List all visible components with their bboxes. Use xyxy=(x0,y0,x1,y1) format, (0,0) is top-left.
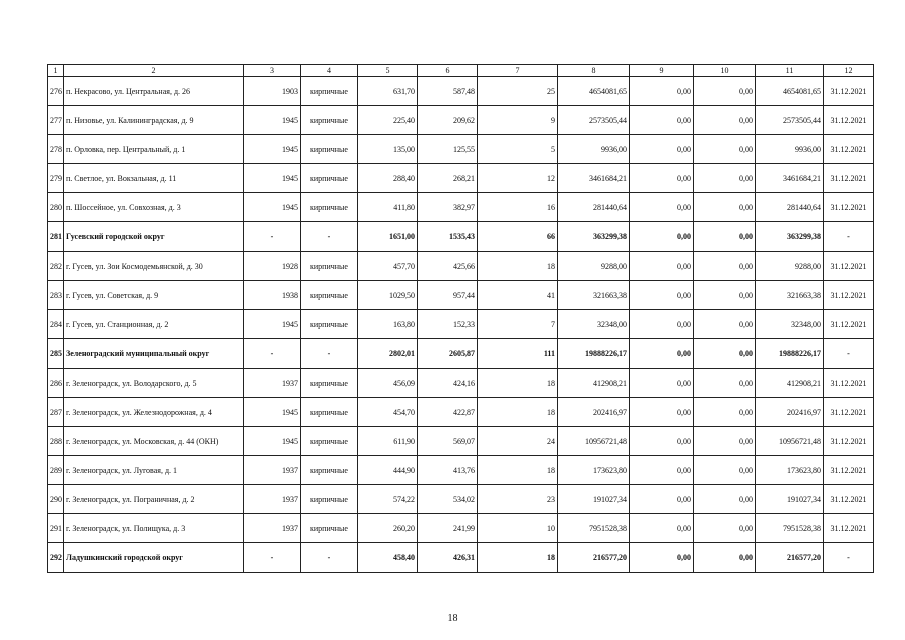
row-number-cell: 289 xyxy=(48,456,64,485)
regional-funds-cell: 0,00 xyxy=(630,369,694,398)
address-cell: г. Зеленоградск, ул. Пограничная, д. 2 xyxy=(64,485,244,514)
owner-funds-cell: 202416,97 xyxy=(756,398,824,427)
year-built-cell: 1928 xyxy=(244,252,301,281)
year-built-cell: 1945 xyxy=(244,427,301,456)
wall-material-cell: кирпичные xyxy=(301,369,358,398)
subtotal-row xyxy=(48,222,874,252)
wall-material-cell: - xyxy=(301,339,358,369)
year-built-cell: 1937 xyxy=(244,456,301,485)
deadline-date-cell: 31.12.2021 xyxy=(824,281,874,310)
year-built-cell: 1945 xyxy=(244,135,301,164)
total-area-cell: 411,80 xyxy=(358,193,418,222)
row-number-cell: 286 xyxy=(48,369,64,398)
total-cost-cell: 173623,80 xyxy=(558,456,630,485)
deadline-date-cell: 31.12.2021 xyxy=(824,310,874,339)
total-cost-cell: 321663,38 xyxy=(558,281,630,310)
total-cost-cell: 202416,97 xyxy=(558,398,630,427)
total-area-cell: 2802,01 xyxy=(358,339,418,369)
local-funds-cell: 0,00 xyxy=(694,427,756,456)
deadline-date-cell: 31.12.2021 xyxy=(824,252,874,281)
regional-funds-cell: 0,00 xyxy=(630,543,694,573)
living-area-cell: 413,76 xyxy=(418,456,478,485)
living-area-cell: 957,44 xyxy=(418,281,478,310)
residents-count-cell: 7 xyxy=(478,310,558,339)
living-area-cell: 1535,43 xyxy=(418,222,478,252)
regional-funds-cell: 0,00 xyxy=(630,135,694,164)
regional-funds-cell: 0,00 xyxy=(630,193,694,222)
living-area-cell: 424,16 xyxy=(418,369,478,398)
year-built-cell: 1945 xyxy=(244,164,301,193)
regional-funds-cell: 0,00 xyxy=(630,310,694,339)
table-row xyxy=(48,427,874,456)
deadline-date-cell: - xyxy=(824,543,874,573)
table-row xyxy=(48,485,874,514)
living-area-cell: 382,97 xyxy=(418,193,478,222)
total-cost-cell: 412908,21 xyxy=(558,369,630,398)
residents-count-cell: 18 xyxy=(478,543,558,573)
column-number: 12 xyxy=(824,65,874,77)
row-number-cell: 287 xyxy=(48,398,64,427)
deadline-date-cell: 31.12.2021 xyxy=(824,135,874,164)
local-funds-cell: 0,00 xyxy=(694,164,756,193)
year-built-cell: - xyxy=(244,222,301,252)
regional-funds-cell: 0,00 xyxy=(630,514,694,543)
address-cell: п. Светлое, ул. Вокзальная, д. 11 xyxy=(64,164,244,193)
deadline-date-cell: 31.12.2021 xyxy=(824,106,874,135)
deadline-date-cell: - xyxy=(824,222,874,252)
local-funds-cell: 0,00 xyxy=(694,77,756,106)
living-area-cell: 125,55 xyxy=(418,135,478,164)
living-area-cell: 241,99 xyxy=(418,514,478,543)
column-number: 7 xyxy=(478,65,558,77)
regional-funds-cell: 0,00 xyxy=(630,77,694,106)
living-area-cell: 152,33 xyxy=(418,310,478,339)
owner-funds-cell: 412908,21 xyxy=(756,369,824,398)
local-funds-cell: 0,00 xyxy=(694,456,756,485)
living-area-cell: 422,87 xyxy=(418,398,478,427)
total-area-cell: 456,09 xyxy=(358,369,418,398)
total-area-cell: 1029,50 xyxy=(358,281,418,310)
total-cost-cell: 2573505,44 xyxy=(558,106,630,135)
address-cell: г. Гусев, ул. Станционная, д. 2 xyxy=(64,310,244,339)
living-area-cell: 209,62 xyxy=(418,106,478,135)
address-cell: п. Шоссейное, ул. Совхозная, д. 3 xyxy=(64,193,244,222)
local-funds-cell: 0,00 xyxy=(694,222,756,252)
wall-material-cell: кирпичные xyxy=(301,252,358,281)
wall-material-cell: кирпичные xyxy=(301,427,358,456)
local-funds-cell: 0,00 xyxy=(694,485,756,514)
address-cell: г. Гусев, ул. Советская, д. 9 xyxy=(64,281,244,310)
deadline-date-cell: 31.12.2021 xyxy=(824,77,874,106)
owner-funds-cell: 7951528,38 xyxy=(756,514,824,543)
residents-count-cell: 18 xyxy=(478,252,558,281)
residents-count-cell: 18 xyxy=(478,456,558,485)
subtotal-row xyxy=(48,543,874,573)
owner-funds-cell: 32348,00 xyxy=(756,310,824,339)
table-body xyxy=(48,65,874,573)
year-built-cell: - xyxy=(244,339,301,369)
total-cost-cell: 9936,00 xyxy=(558,135,630,164)
row-number-cell: 277 xyxy=(48,106,64,135)
wall-material-cell: кирпичные xyxy=(301,193,358,222)
year-built-cell: 1938 xyxy=(244,281,301,310)
column-number: 5 xyxy=(358,65,418,77)
row-number-cell: 280 xyxy=(48,193,64,222)
address-cell: г. Зеленоградск, ул. Железнодорожная, д. 4 xyxy=(64,398,244,427)
deadline-date-cell: - xyxy=(824,339,874,369)
living-area-cell: 268,21 xyxy=(418,164,478,193)
total-area-cell: 135,00 xyxy=(358,135,418,164)
total-cost-cell: 281440,64 xyxy=(558,193,630,222)
year-built-cell: 1945 xyxy=(244,106,301,135)
living-area-cell: 534,02 xyxy=(418,485,478,514)
table-row xyxy=(48,164,874,193)
address-cell: г. Зеленоградск, ул. Московская, д. 44 (ОКН) xyxy=(64,427,244,456)
column-number: 6 xyxy=(418,65,478,77)
total-area-cell: 454,70 xyxy=(358,398,418,427)
year-built-cell: 1903 xyxy=(244,77,301,106)
wall-material-cell: кирпичные xyxy=(301,456,358,485)
table-row xyxy=(48,398,874,427)
owner-funds-cell: 19888226,17 xyxy=(756,339,824,369)
address-cell: Зеленоградский муниципальный округ xyxy=(64,339,244,369)
residents-count-cell: 111 xyxy=(478,339,558,369)
address-cell: г. Зеленоградск, ул. Володарского, д. 5 xyxy=(64,369,244,398)
column-number: 2 xyxy=(64,65,244,77)
column-number-row xyxy=(48,65,874,77)
row-number-cell: 285 xyxy=(48,339,64,369)
total-area-cell: 631,70 xyxy=(358,77,418,106)
deadline-date-cell: 31.12.2021 xyxy=(824,456,874,485)
residents-count-cell: 18 xyxy=(478,398,558,427)
register-table xyxy=(47,64,874,573)
total-area-cell: 1651,00 xyxy=(358,222,418,252)
owner-funds-cell: 321663,38 xyxy=(756,281,824,310)
address-cell: п. Низовье, ул. Калининградская, д. 9 xyxy=(64,106,244,135)
residents-count-cell: 23 xyxy=(478,485,558,514)
column-number: 4 xyxy=(301,65,358,77)
column-number: 10 xyxy=(694,65,756,77)
owner-funds-cell: 9288,00 xyxy=(756,252,824,281)
wall-material-cell: - xyxy=(301,222,358,252)
regional-funds-cell: 0,00 xyxy=(630,222,694,252)
local-funds-cell: 0,00 xyxy=(694,252,756,281)
year-built-cell: 1945 xyxy=(244,193,301,222)
living-area-cell: 426,31 xyxy=(418,543,478,573)
regional-funds-cell: 0,00 xyxy=(630,164,694,193)
total-area-cell: 458,40 xyxy=(358,543,418,573)
wall-material-cell: кирпичные xyxy=(301,77,358,106)
total-area-cell: 444,90 xyxy=(358,456,418,485)
residents-count-cell: 25 xyxy=(478,77,558,106)
total-cost-cell: 9288,00 xyxy=(558,252,630,281)
total-area-cell: 225,40 xyxy=(358,106,418,135)
total-area-cell: 574,22 xyxy=(358,485,418,514)
row-number-cell: 288 xyxy=(48,427,64,456)
column-number: 9 xyxy=(630,65,694,77)
owner-funds-cell: 216577,20 xyxy=(756,543,824,573)
total-area-cell: 163,80 xyxy=(358,310,418,339)
regional-funds-cell: 0,00 xyxy=(630,106,694,135)
column-number: 11 xyxy=(756,65,824,77)
residents-count-cell: 24 xyxy=(478,427,558,456)
subtotal-row xyxy=(48,339,874,369)
row-number-cell: 279 xyxy=(48,164,64,193)
owner-funds-cell: 9936,00 xyxy=(756,135,824,164)
living-area-cell: 569,07 xyxy=(418,427,478,456)
column-number: 1 xyxy=(48,65,64,77)
total-cost-cell: 363299,38 xyxy=(558,222,630,252)
owner-funds-cell: 173623,80 xyxy=(756,456,824,485)
wall-material-cell: кирпичные xyxy=(301,164,358,193)
address-cell: Гусевский городской округ xyxy=(64,222,244,252)
local-funds-cell: 0,00 xyxy=(694,369,756,398)
owner-funds-cell: 10956721,48 xyxy=(756,427,824,456)
year-built-cell: 1945 xyxy=(244,310,301,339)
regional-funds-cell: 0,00 xyxy=(630,427,694,456)
local-funds-cell: 0,00 xyxy=(694,106,756,135)
residents-count-cell: 10 xyxy=(478,514,558,543)
total-cost-cell: 4654081,65 xyxy=(558,77,630,106)
row-number-cell: 283 xyxy=(48,281,64,310)
owner-funds-cell: 3461684,21 xyxy=(756,164,824,193)
table-row xyxy=(48,514,874,543)
row-number-cell: 292 xyxy=(48,543,64,573)
address-cell: п. Некрасово, ул. Центральная, д. 26 xyxy=(64,77,244,106)
row-number-cell: 284 xyxy=(48,310,64,339)
living-area-cell: 425,66 xyxy=(418,252,478,281)
total-area-cell: 288,40 xyxy=(358,164,418,193)
column-number: 3 xyxy=(244,65,301,77)
deadline-date-cell: 31.12.2021 xyxy=(824,427,874,456)
living-area-cell: 2605,87 xyxy=(418,339,478,369)
total-area-cell: 611,90 xyxy=(358,427,418,456)
residents-count-cell: 9 xyxy=(478,106,558,135)
local-funds-cell: 0,00 xyxy=(694,135,756,164)
total-cost-cell: 19888226,17 xyxy=(558,339,630,369)
local-funds-cell: 0,00 xyxy=(694,310,756,339)
table-row xyxy=(48,77,874,106)
table-row xyxy=(48,106,874,135)
table-row xyxy=(48,193,874,222)
local-funds-cell: 0,00 xyxy=(694,543,756,573)
table-row xyxy=(48,252,874,281)
column-number: 8 xyxy=(558,65,630,77)
deadline-date-cell: 31.12.2021 xyxy=(824,164,874,193)
address-cell: Ладушкинский городской округ xyxy=(64,543,244,573)
regional-funds-cell: 0,00 xyxy=(630,456,694,485)
local-funds-cell: 0,00 xyxy=(694,514,756,543)
residents-count-cell: 5 xyxy=(478,135,558,164)
row-number-cell: 282 xyxy=(48,252,64,281)
table-row xyxy=(48,135,874,164)
owner-funds-cell: 363299,38 xyxy=(756,222,824,252)
local-funds-cell: 0,00 xyxy=(694,281,756,310)
residents-count-cell: 12 xyxy=(478,164,558,193)
regional-funds-cell: 0,00 xyxy=(630,339,694,369)
owner-funds-cell: 281440,64 xyxy=(756,193,824,222)
wall-material-cell: кирпичные xyxy=(301,135,358,164)
table-row xyxy=(48,310,874,339)
row-number-cell: 291 xyxy=(48,514,64,543)
wall-material-cell: кирпичные xyxy=(301,106,358,135)
year-built-cell: 1937 xyxy=(244,514,301,543)
total-cost-cell: 7951528,38 xyxy=(558,514,630,543)
wall-material-cell: кирпичные xyxy=(301,281,358,310)
row-number-cell: 281 xyxy=(48,222,64,252)
deadline-date-cell: 31.12.2021 xyxy=(824,369,874,398)
regional-funds-cell: 0,00 xyxy=(630,398,694,427)
residents-count-cell: 16 xyxy=(478,193,558,222)
year-built-cell: 1945 xyxy=(244,398,301,427)
row-number-cell: 278 xyxy=(48,135,64,164)
total-cost-cell: 3461684,21 xyxy=(558,164,630,193)
local-funds-cell: 0,00 xyxy=(694,398,756,427)
wall-material-cell: кирпичные xyxy=(301,514,358,543)
owner-funds-cell: 4654081,65 xyxy=(756,77,824,106)
deadline-date-cell: 31.12.2021 xyxy=(824,485,874,514)
residents-count-cell: 18 xyxy=(478,369,558,398)
year-built-cell: 1937 xyxy=(244,369,301,398)
wall-material-cell: кирпичные xyxy=(301,398,358,427)
total-cost-cell: 32348,00 xyxy=(558,310,630,339)
local-funds-cell: 0,00 xyxy=(694,193,756,222)
regional-funds-cell: 0,00 xyxy=(630,252,694,281)
total-cost-cell: 191027,34 xyxy=(558,485,630,514)
regional-funds-cell: 0,00 xyxy=(630,485,694,514)
year-built-cell: 1937 xyxy=(244,485,301,514)
address-cell: г. Гусев, ул. Зои Космодемьянской, д. 30 xyxy=(64,252,244,281)
deadline-date-cell: 31.12.2021 xyxy=(824,398,874,427)
address-cell: г. Зеленоградск, ул. Луговая, д. 1 xyxy=(64,456,244,485)
residents-count-cell: 66 xyxy=(478,222,558,252)
address-cell: п. Орловка, пер. Центральный, д. 1 xyxy=(64,135,244,164)
living-area-cell: 587,48 xyxy=(418,77,478,106)
total-cost-cell: 10956721,48 xyxy=(558,427,630,456)
deadline-date-cell: 31.12.2021 xyxy=(824,193,874,222)
table-row xyxy=(48,369,874,398)
deadline-date-cell: 31.12.2021 xyxy=(824,514,874,543)
local-funds-cell: 0,00 xyxy=(694,339,756,369)
year-built-cell: - xyxy=(244,543,301,573)
row-number-cell: 276 xyxy=(48,77,64,106)
table-row xyxy=(48,281,874,310)
residents-count-cell: 41 xyxy=(478,281,558,310)
regional-funds-cell: 0,00 xyxy=(630,281,694,310)
page-number: 18 xyxy=(447,613,458,624)
row-number-cell: 290 xyxy=(48,485,64,514)
total-cost-cell: 216577,20 xyxy=(558,543,630,573)
table-row xyxy=(48,456,874,485)
wall-material-cell: - xyxy=(301,543,358,573)
owner-funds-cell: 2573505,44 xyxy=(756,106,824,135)
owner-funds-cell: 191027,34 xyxy=(756,485,824,514)
total-area-cell: 457,70 xyxy=(358,252,418,281)
address-cell: г. Зеленоградск, ул. Полищука, д. 3 xyxy=(64,514,244,543)
wall-material-cell: кирпичные xyxy=(301,310,358,339)
wall-material-cell: кирпичные xyxy=(301,485,358,514)
total-area-cell: 260,20 xyxy=(358,514,418,543)
